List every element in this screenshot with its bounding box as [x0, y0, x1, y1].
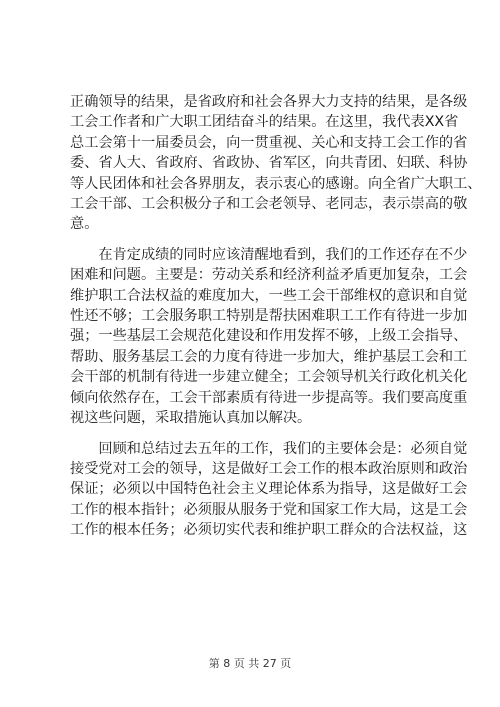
text-line: 回顾和总结过去五年的工作，我们的主要体会是：必须自觉	[70, 440, 468, 457]
page-number-footer: 第 8 页 共 27 页	[208, 657, 292, 670]
paragraph-3	[70, 439, 468, 541]
text-line: 等人民团体和社会各界朋友，表示衷心的感谢。向全省广大职工、	[70, 175, 482, 192]
text-line: 强；一些基层工会规范化建设和作用发挥不够，上级工会指导、	[70, 328, 468, 345]
text-line: 视这些问题，采取措施认真加以解决。	[70, 410, 312, 427]
text-line: 会干部的机制有待进一步建立健全；工会领导机关行政化机关化	[70, 369, 468, 386]
text-line: 委、省人大、省政府、省政协、省军区，向共青团、妇联、科协	[70, 155, 468, 172]
text-line: 正确领导的结果，是省政府和社会各界大力支持的结果，是各级	[70, 94, 468, 110]
text-line: 帮助、服务基层工会的力度有待进一步加大，维护基层工会和工	[70, 348, 468, 365]
paragraph-2	[70, 245, 468, 429]
paragraph-spacer	[70, 235, 434, 245]
text-line: 维护职工合法权益的难度加大，一些工会干部维权的意识和自觉	[70, 287, 468, 304]
paragraph-1	[70, 92, 482, 235]
body-text	[70, 92, 482, 541]
text-line: 困难和问题。主要是：劳动关系和经济利益矛盾更加复杂，工会	[70, 267, 468, 284]
text-line: 工会干部、工会积极分子和工会老领导、老同志，表示崇高的敬	[70, 196, 468, 213]
text-line: 工会工作者和广大职工团结奋斗的结果。在这里，我代表XX省	[70, 114, 459, 131]
text-line: 性还不够；工会服务职工特别是帮扶困难职工工作有待进一步加	[70, 308, 468, 325]
text-line: 保证；必须以中国特色社会主义理论体系为指导，这是做好工会	[70, 481, 468, 498]
text-line: 工作的根本任务；必须切实代表和维护职工群众的合法权益，这	[70, 522, 468, 539]
text-line: 倾向依然存在，工会干部素质有待进一步提高等。我们要高度重	[70, 389, 468, 406]
text-line: 在肯定成绩的同时应该清醒地看到，我们的工作还存在不少	[70, 246, 468, 263]
paragraph-spacer	[70, 429, 434, 439]
text-line: 总工会第十一届委员会，向一贯重视、关心和支持工会工作的省	[70, 134, 468, 151]
text-line: 接受党对工会的领导，这是做好工会工作的根本政治原则和政治	[70, 460, 468, 477]
text-line: 工作的根本指针；必须服从服务于党和国家工作大局，这是工会	[70, 501, 468, 518]
text-line: 意。	[70, 216, 99, 233]
